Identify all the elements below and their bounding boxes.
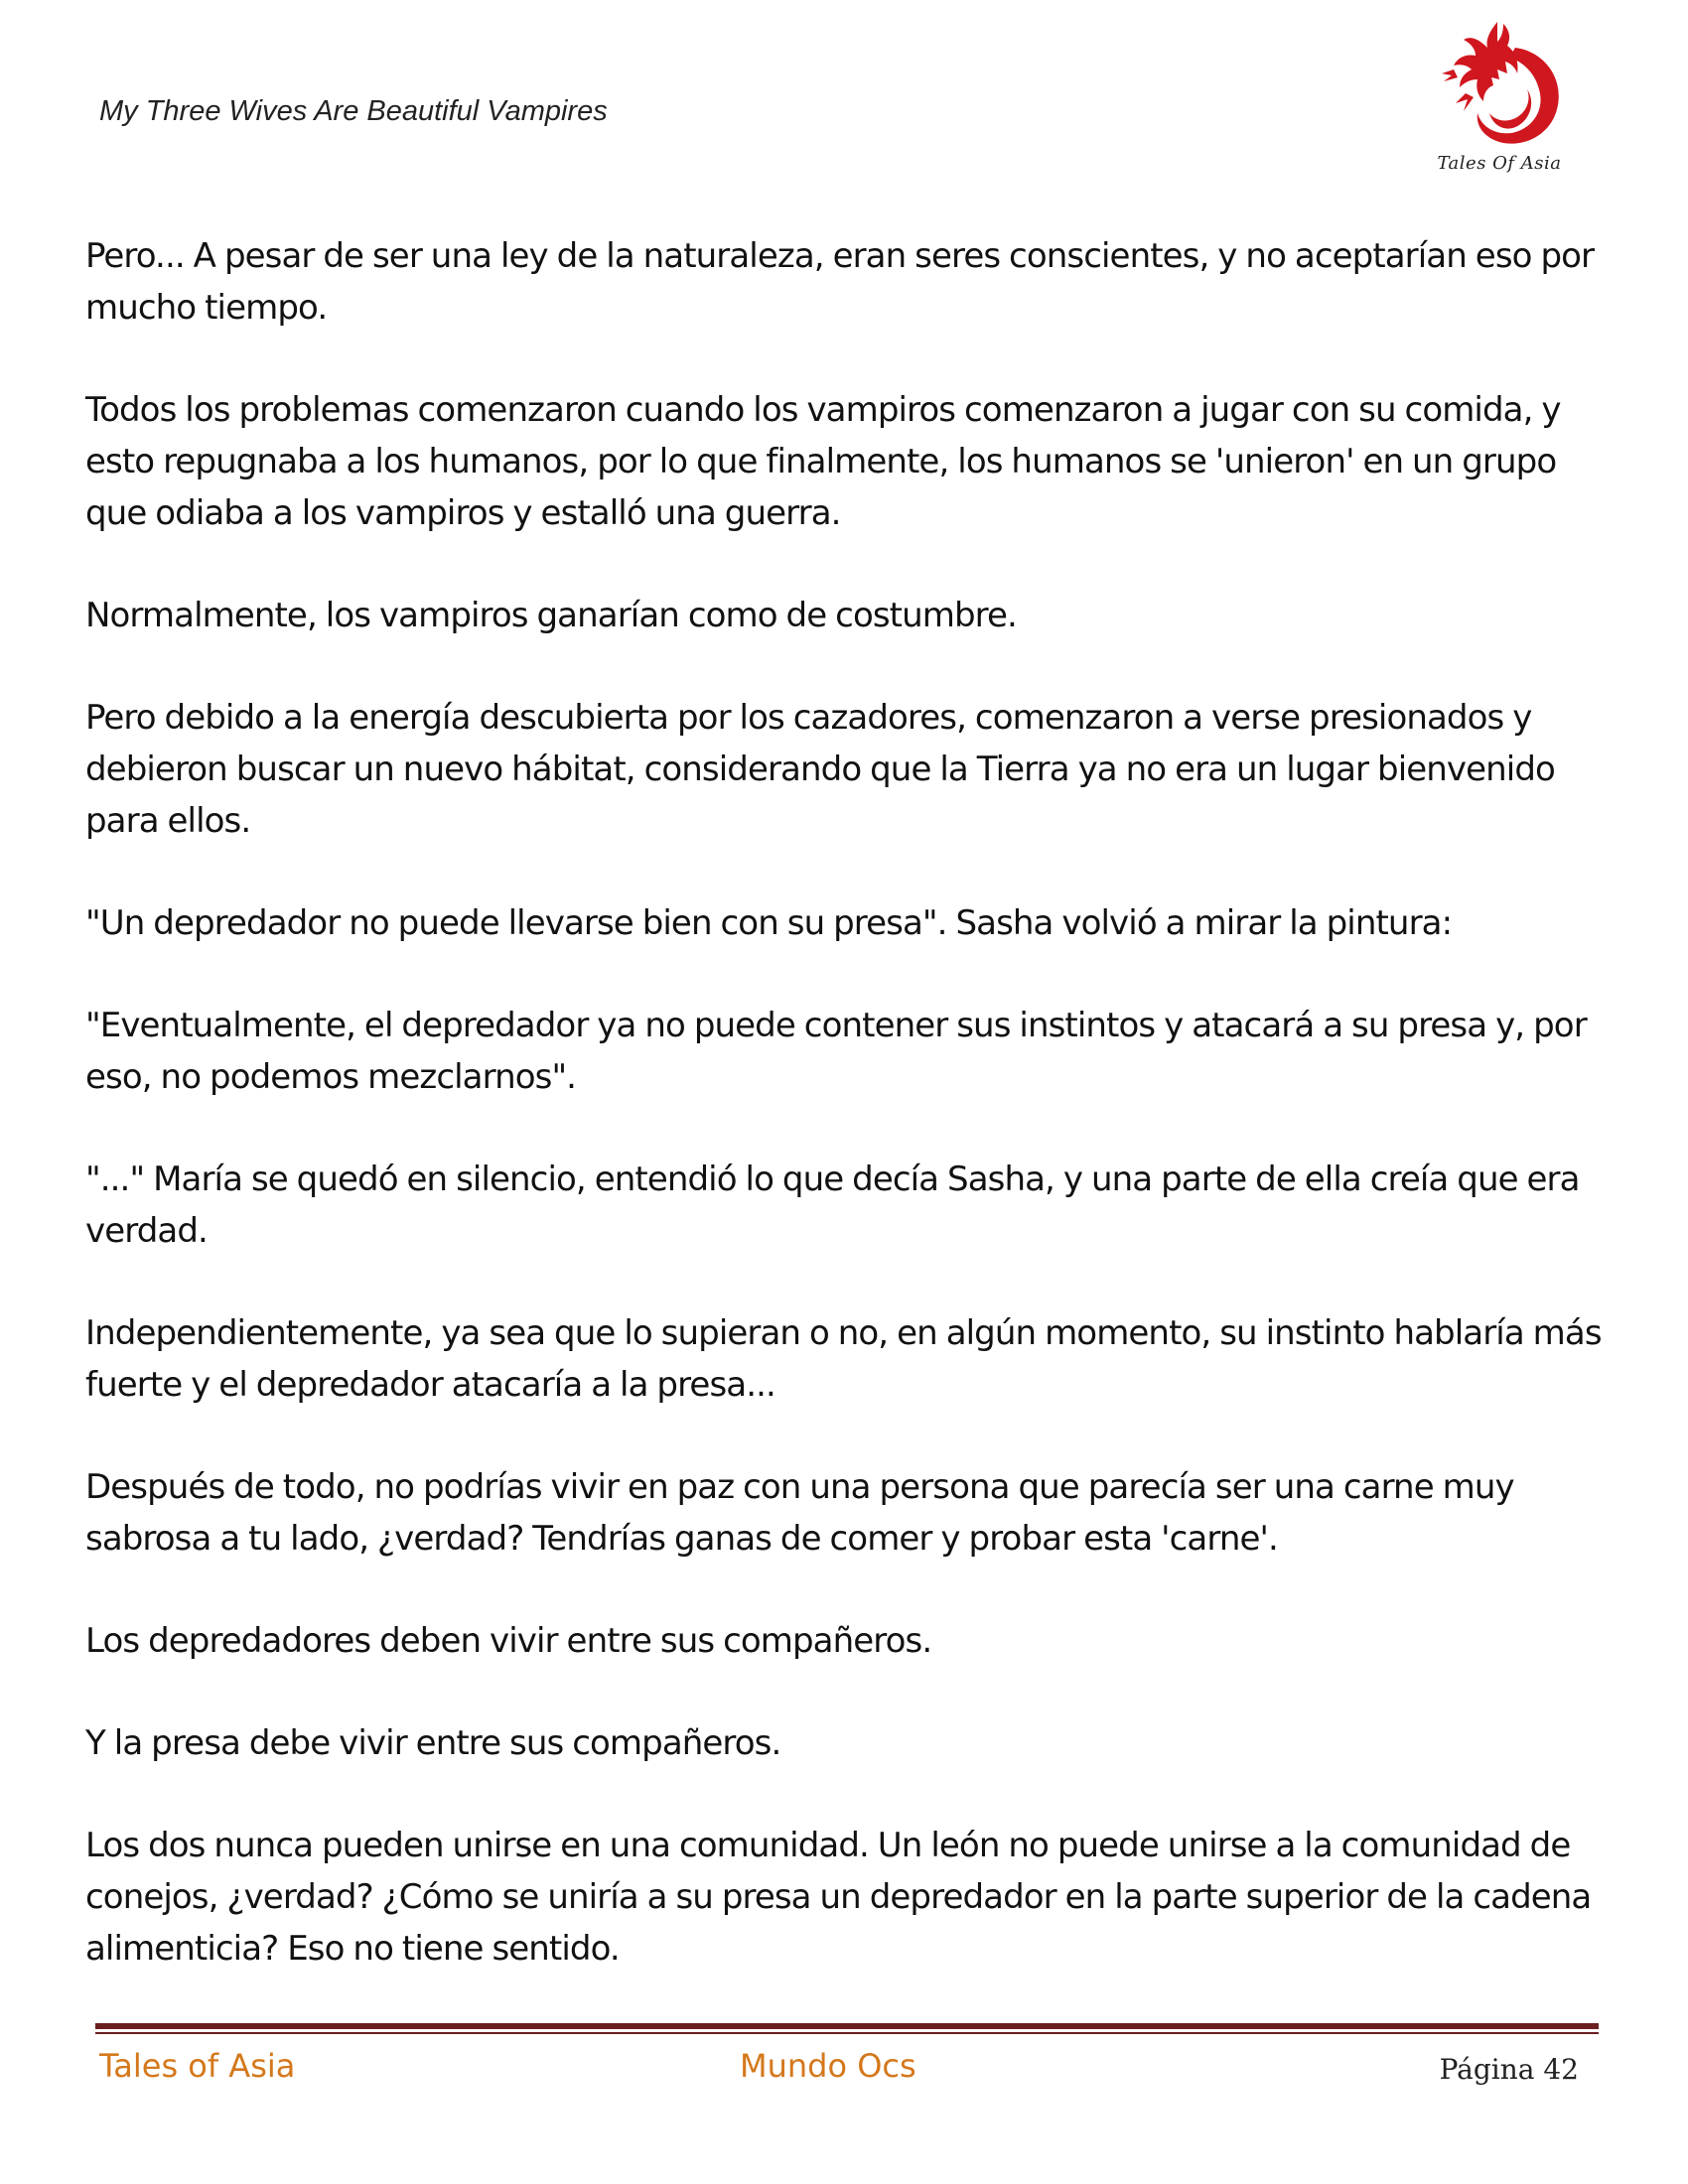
paragraph: Pero... A pesar de ser una ley de la naturaleza, eran seres conscientes, y no aceptarían eso por mucho tiempo. bbox=[85, 236, 1595, 328]
paragraph: Pero debido a la energía descubierta por los cazadores, comenzaron a verse presionados y debieron buscar un nuevo hábitat, considerando que la Tierra ya no era un lugar bienvenido para ellos. bbox=[85, 698, 1555, 841]
paragraph: "Eventualmente, el depredador ya no puede contener sus instintos y atacará a su presa y, por eso, no podemos mezclarnos". bbox=[85, 1006, 1587, 1097]
paragraph: Todos los problemas comenzaron cuando los vampiros comenzaron a jugar con su comida, y esto repugnaba a los humanos, por lo que finalmente, los humanos se 'unieron' en un grupo que odiaba a los vampiros y estalló una guerra. bbox=[85, 390, 1561, 533]
paragraph: Y la presa debe vivir entre sus compañeros. bbox=[85, 1723, 781, 1763]
page-footer bbox=[0, 2005, 1688, 2184]
chapter-body bbox=[85, 230, 1615, 2025]
footer-divider bbox=[95, 2023, 1599, 2029]
paragraph: Independientemente, ya sea que lo supieran o no, en algún momento, su instinto hablaría más fuerte y el depredador atacaría a la presa... bbox=[85, 1313, 1602, 1405]
paragraph: Los dos nunca pueden unirse en una comunidad. Un león no puede unirse a la comunidad de conejos, ¿verdad? ¿Cómo se uniría a su presa un depredador en la parte superior de la cadena alimenticia? Eso no tiene sentido. bbox=[85, 1826, 1592, 1969]
footer-group: Mundo Ocs bbox=[740, 2047, 916, 2085]
paragraph: "..." María se quedó en silencio, entendió lo que decía Sasha, y una parte de ella creía que era verdad. bbox=[85, 1160, 1580, 1251]
page-number: Página 42 bbox=[1439, 2053, 1579, 2086]
paragraph: Después de todo, no podrías vivir en paz con una persona que parecía ser una carne muy sabrosa a tu lado, ¿verdad? Tendrías ganas de comer y probar esta 'carne'. bbox=[85, 1467, 1514, 1559]
red-dragon-logo-icon bbox=[1420, 18, 1579, 157]
book-title: My Three Wives Are Beautiful Vampires bbox=[99, 95, 608, 127]
tales-of-asia-logo bbox=[1420, 18, 1579, 179]
footer-publisher: Tales of Asia bbox=[99, 2047, 296, 2085]
paragraph: Normalmente, los vampiros ganarían como de costumbre. bbox=[85, 596, 1017, 635]
logo-text: Tales Of Asia bbox=[1437, 153, 1562, 174]
page-header bbox=[0, 0, 1688, 199]
footer-divider-thin bbox=[95, 2032, 1599, 2034]
paragraph: Los depredadores deben vivir entre sus compañeros. bbox=[85, 1621, 932, 1661]
paragraph: "Un depredador no puede llevarse bien con su presa". Sasha volvió a mirar la pintura: bbox=[85, 903, 1453, 943]
